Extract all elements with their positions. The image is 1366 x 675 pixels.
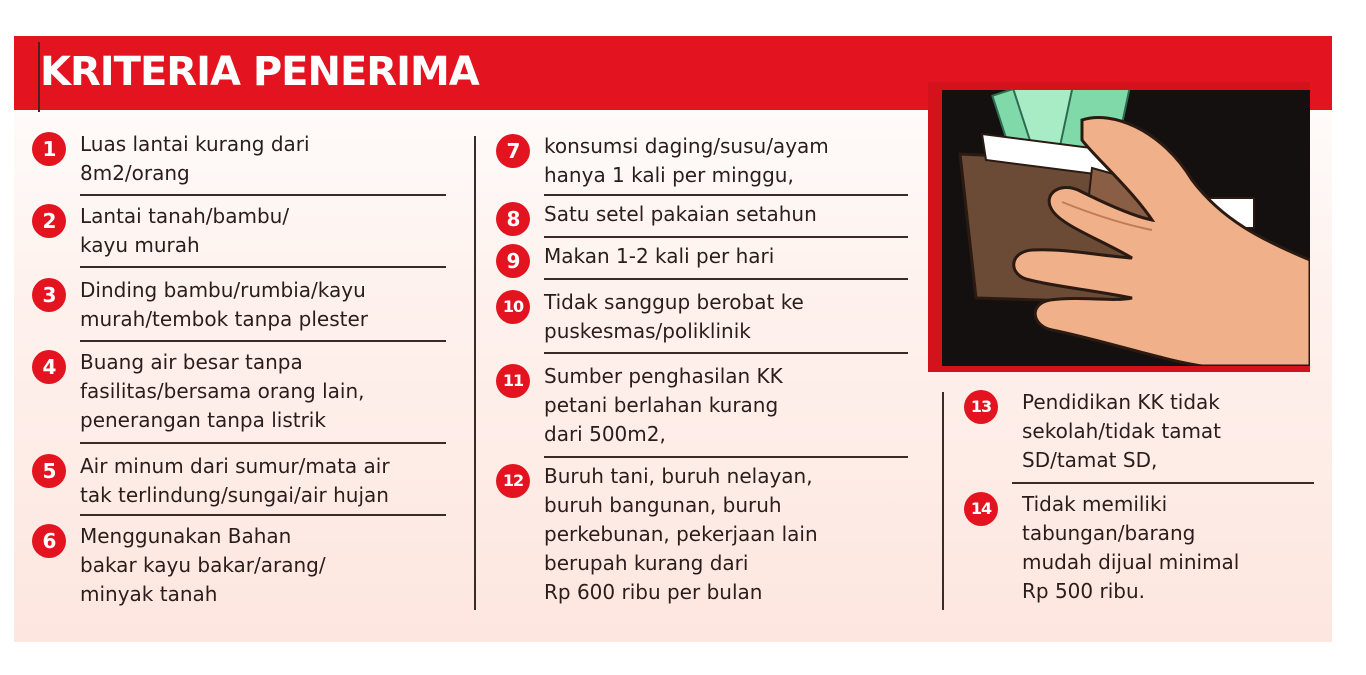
- criteria-text: Sumber penghasilan KK petani berlahan kurang dari 500m2,: [544, 364, 783, 446]
- divider: [80, 340, 446, 342]
- number-badge: 6: [32, 524, 66, 558]
- criteria-text: Air minum dari sumur/mata air tak terlindung/sungai/air hujan: [80, 454, 390, 507]
- criteria-item-7: [496, 132, 829, 190]
- number-badge: 13: [964, 390, 998, 424]
- criteria-item-9: [496, 242, 774, 278]
- criteria-item-10: [496, 288, 804, 346]
- number-badge: 9: [496, 244, 530, 278]
- divider: [80, 442, 446, 444]
- criteria-text: Tidak memiliki tabungan/barang mudah dijual minimal Rp 500 ribu.: [1022, 492, 1240, 603]
- page-title: KRITERIA PENERIMA: [40, 49, 479, 95]
- number-badge: 4: [32, 350, 66, 384]
- criteria-item-5: [32, 452, 390, 510]
- criteria-item-13: [964, 388, 1221, 475]
- criteria-item-8: [496, 200, 817, 236]
- divider: [544, 236, 908, 238]
- criteria-text: Satu setel pakaian setahun: [544, 202, 817, 226]
- criteria-text: konsumsi daging/susu/ayam hanya 1 kali per minggu,: [544, 134, 829, 187]
- number-badge: 2: [32, 204, 66, 238]
- criteria-item-6: [32, 522, 326, 609]
- number-badge: 11: [496, 364, 530, 398]
- number-badge: 12: [496, 464, 530, 498]
- criteria-item-1: [32, 130, 310, 188]
- divider: [80, 266, 446, 268]
- criteria-text: Buang air besar tanpa fasilitas/bersama orang lain, penerangan tanpa listrik: [80, 350, 365, 432]
- criteria-item-12: [496, 462, 818, 607]
- criteria-text: Buruh tani, buruh nelayan, buruh bangunan, buruh perkebunan, pekerjaan lain berupah kurang dari Rp 600 ribu per bulan: [544, 464, 818, 604]
- divider: [544, 278, 908, 280]
- criteria-text: Menggunakan Bahan bakar kayu bakar/arang/ minyak tanah: [80, 524, 326, 606]
- criteria-text: Lantai tanah/bambu/ kayu murah: [80, 204, 290, 257]
- divider: [544, 456, 908, 458]
- wallet-illustration: [928, 82, 1310, 372]
- divider: [1012, 482, 1314, 484]
- criteria-text: Luas lantai kurang dari 8m2/orang: [80, 132, 310, 185]
- wallet-in-hand-icon: [942, 90, 1310, 366]
- number-badge: 10: [496, 290, 530, 324]
- column-divider: [942, 392, 944, 610]
- divider: [80, 514, 446, 516]
- criteria-item-2: [32, 202, 289, 260]
- number-badge: 3: [32, 278, 66, 312]
- divider: [544, 352, 908, 354]
- criteria-text: Pendidikan KK tidak sekolah/tidak tamat SD/tamat SD,: [1022, 390, 1222, 472]
- divider: [80, 194, 446, 196]
- divider: [544, 194, 908, 196]
- number-badge: 5: [32, 454, 66, 488]
- criteria-text: Dinding bambu/rumbia/kayu murah/tembok tanpa plester: [80, 278, 368, 331]
- number-badge: 8: [496, 202, 530, 236]
- criteria-item-11: [496, 362, 783, 449]
- criteria-item-3: [32, 276, 368, 334]
- criteria-item-14: [964, 490, 1239, 606]
- criteria-text: Tidak sanggup berobat ke puskesmas/poliklinik: [544, 290, 804, 343]
- number-badge: 1: [32, 132, 66, 166]
- number-badge: 7: [496, 134, 530, 168]
- criteria-item-4: [32, 348, 364, 435]
- criteria-text: Makan 1-2 kali per hari: [544, 244, 775, 268]
- number-badge: 14: [964, 492, 998, 526]
- column-divider: [474, 136, 476, 610]
